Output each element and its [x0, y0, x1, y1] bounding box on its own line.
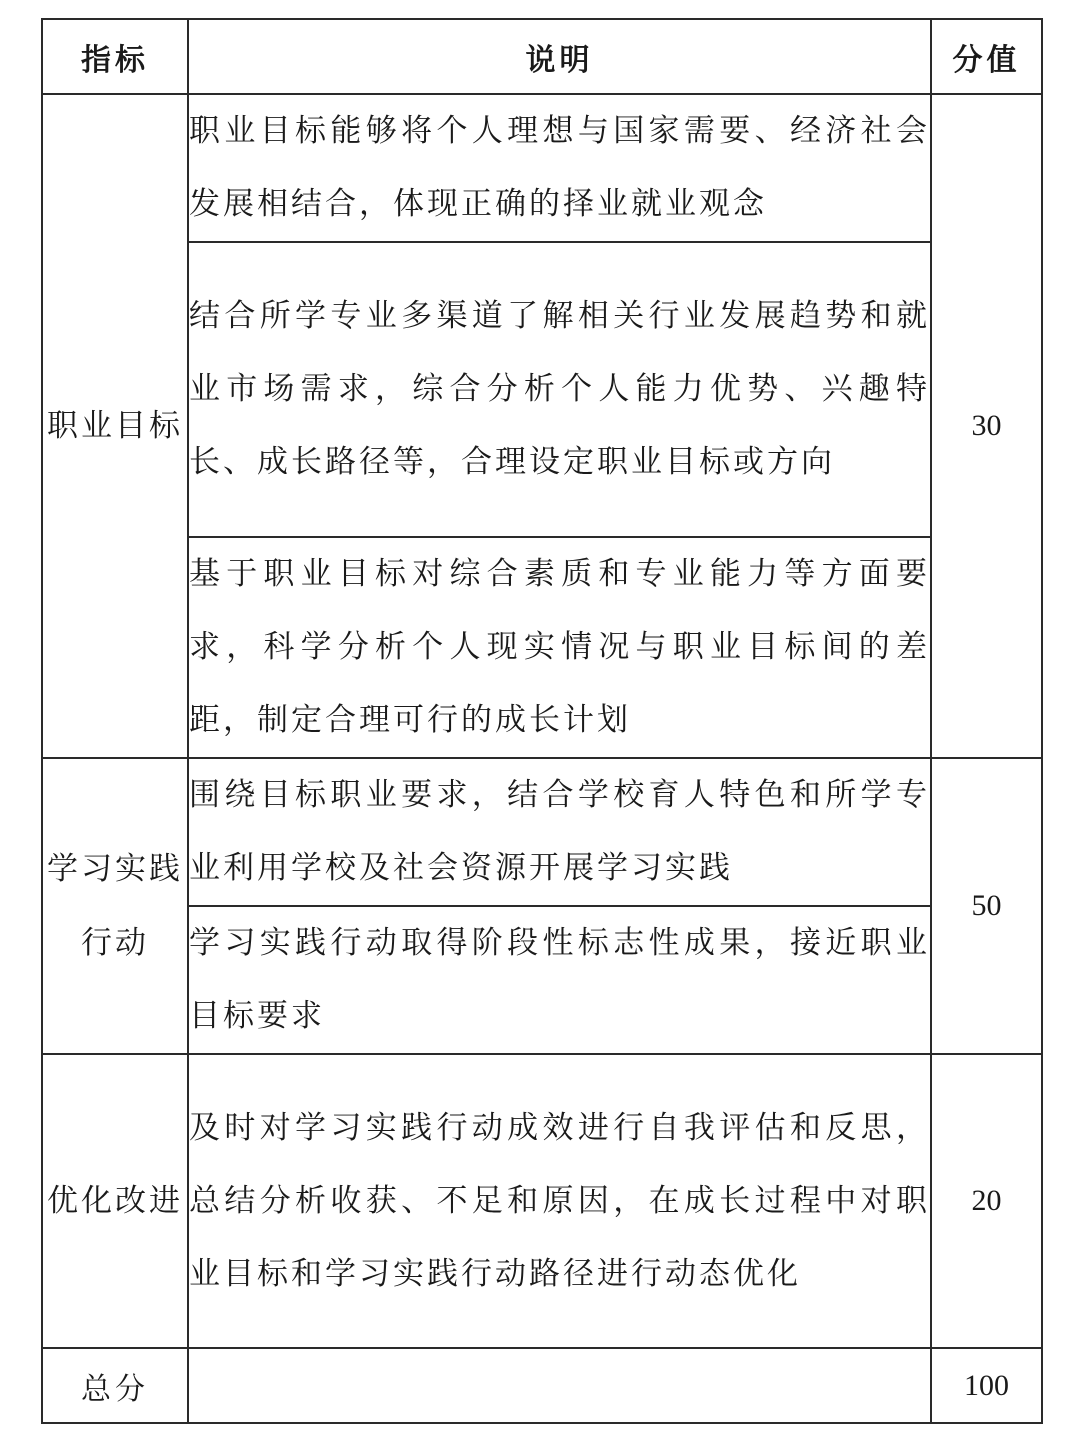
description-cell: 及时对学习实践行动成效进行自我评估和反思，总结分析收获、不足和原因，在成长过程中对职业目标和学习实践行动路径进行动态优化 — [188, 1054, 931, 1348]
description-cell: 围绕目标职业要求，结合学校育人特色和所学专业利用学校及社会资源开展学习实践 — [188, 758, 931, 906]
total-label: 总分 — [42, 1348, 188, 1423]
header-score: 分值 — [931, 19, 1042, 94]
table-row — [42, 1054, 1042, 1348]
score-career-goal: 30 — [931, 94, 1042, 758]
table-row — [42, 758, 1042, 906]
table-row — [42, 906, 1042, 1054]
description-cell: 结合所学专业多渠道了解相关行业发展趋势和就业市场需求，综合分析个人能力优势、兴趣特长、成长路径等，合理设定职业目标或方向 — [188, 242, 931, 537]
table-row — [42, 537, 1042, 758]
header-indicator: 指标 — [42, 19, 188, 94]
table-header-row — [42, 19, 1042, 94]
scoring-rubric-table — [41, 18, 1043, 1424]
indicator-learning-practice: 学习实践行动 — [42, 758, 188, 1054]
description-cell: 基于职业目标对综合素质和专业能力等方面要求，科学分析个人现实情况与职业目标间的差距，制定合理可行的成长计划 — [188, 537, 931, 758]
total-score: 100 — [931, 1348, 1042, 1423]
indicator-optimization: 优化改进 — [42, 1054, 188, 1348]
table-row — [42, 94, 1042, 242]
indicator-career-goal: 职业目标 — [42, 94, 188, 758]
total-description — [188, 1348, 931, 1423]
description-cell: 职业目标能够将个人理想与国家需要、经济社会发展相结合，体现正确的择业就业观念 — [188, 94, 931, 242]
total-row — [42, 1348, 1042, 1423]
score-optimization: 20 — [931, 1054, 1042, 1348]
header-description: 说明 — [188, 19, 931, 94]
description-cell: 学习实践行动取得阶段性标志性成果，接近职业目标要求 — [188, 906, 931, 1054]
table-row — [42, 242, 1042, 537]
score-learning-practice: 50 — [931, 758, 1042, 1054]
